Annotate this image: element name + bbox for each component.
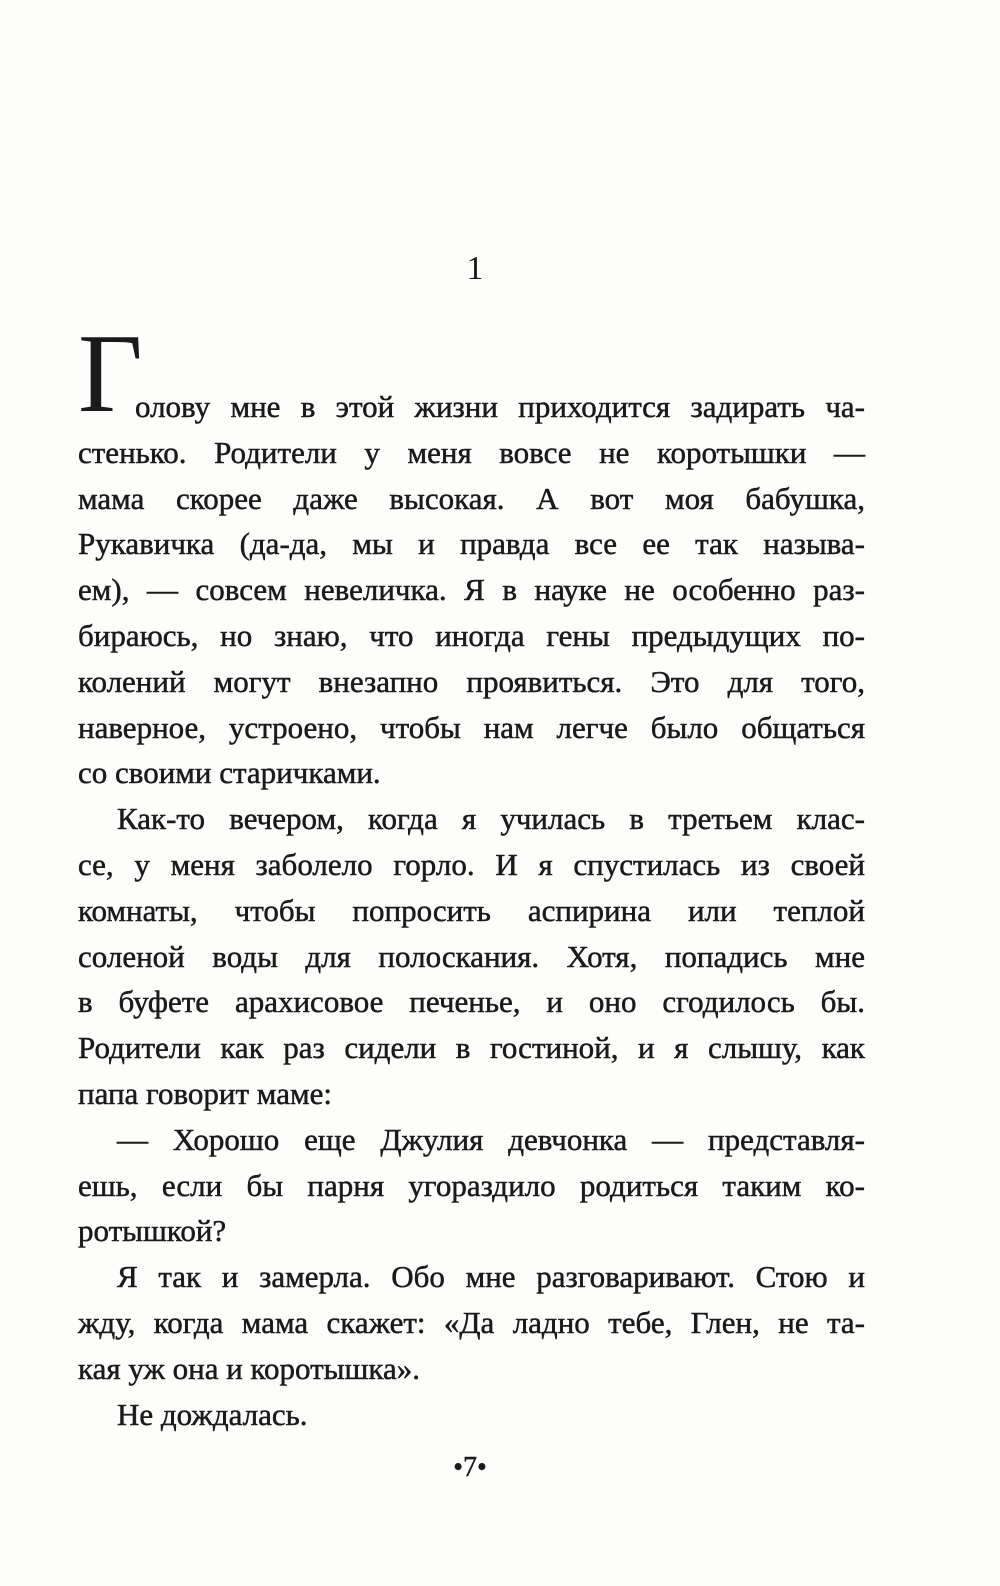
text-line: в буфете арахисовое печенье, и оно сгодилось бы.: [78, 984, 865, 1020]
text-line: Я так и замерла. Обо мне разговаривают. Стою и: [117, 1259, 865, 1295]
text-line: жду, когда мама скажет: «Да ладно тебе, Глен, не та-: [78, 1305, 865, 1340]
text-line: олову мне в этой жизни приходится задирать ча-: [135, 389, 865, 424]
text-line: кая уж она и коротышка».: [78, 1350, 420, 1386]
chapter-number: 1: [466, 250, 484, 287]
text-line: папа говорит маме:: [78, 1076, 332, 1111]
text-line: Как-то вечером, когда я училась в третьем клас-: [117, 801, 865, 837]
text-line: мама скорее даже высокая. А вот моя бабушка,: [78, 480, 865, 516]
text-line: ем), — совсем невеличка. Я в науке не особенно раз-: [78, 572, 865, 608]
text-line: наверное, устроено, чтобы нам легче было общаться: [78, 709, 865, 745]
text-line: — Хорошо еще Джулия девчонка — представля-: [117, 1121, 865, 1157]
text-line: ротышкой?: [78, 1213, 227, 1249]
text-line: стенько. Родители у меня вовсе не коротышки —: [78, 434, 865, 470]
text-line: колений могут внезапно проявиться. Это для того,: [78, 663, 865, 699]
page-number: •7•: [453, 1452, 487, 1483]
text-line: Не дождалась.: [117, 1396, 308, 1432]
text-line: комнаты, чтобы попросить аспирина или теплой: [78, 892, 865, 928]
drop-cap: Г: [78, 312, 143, 436]
text-line: Рукавичка (да-да, мы и правда все ее так называ-: [78, 526, 865, 562]
text-line: ешь, если бы парня угораздило родиться таким ко-: [78, 1167, 865, 1203]
text-line: соленой воды для полоскания. Хотя, попадись мне: [78, 938, 865, 974]
text-line: со своими старичками.: [78, 755, 381, 791]
text-line: Родители как раз сидели в гостиной, и я слышу, как: [78, 1030, 865, 1066]
text-line: се, у меня заболело горло. И я спустилась из своей: [78, 847, 865, 882]
text-line: бираюсь, но знаю, что иногда гены предыдущих по-: [78, 618, 865, 653]
